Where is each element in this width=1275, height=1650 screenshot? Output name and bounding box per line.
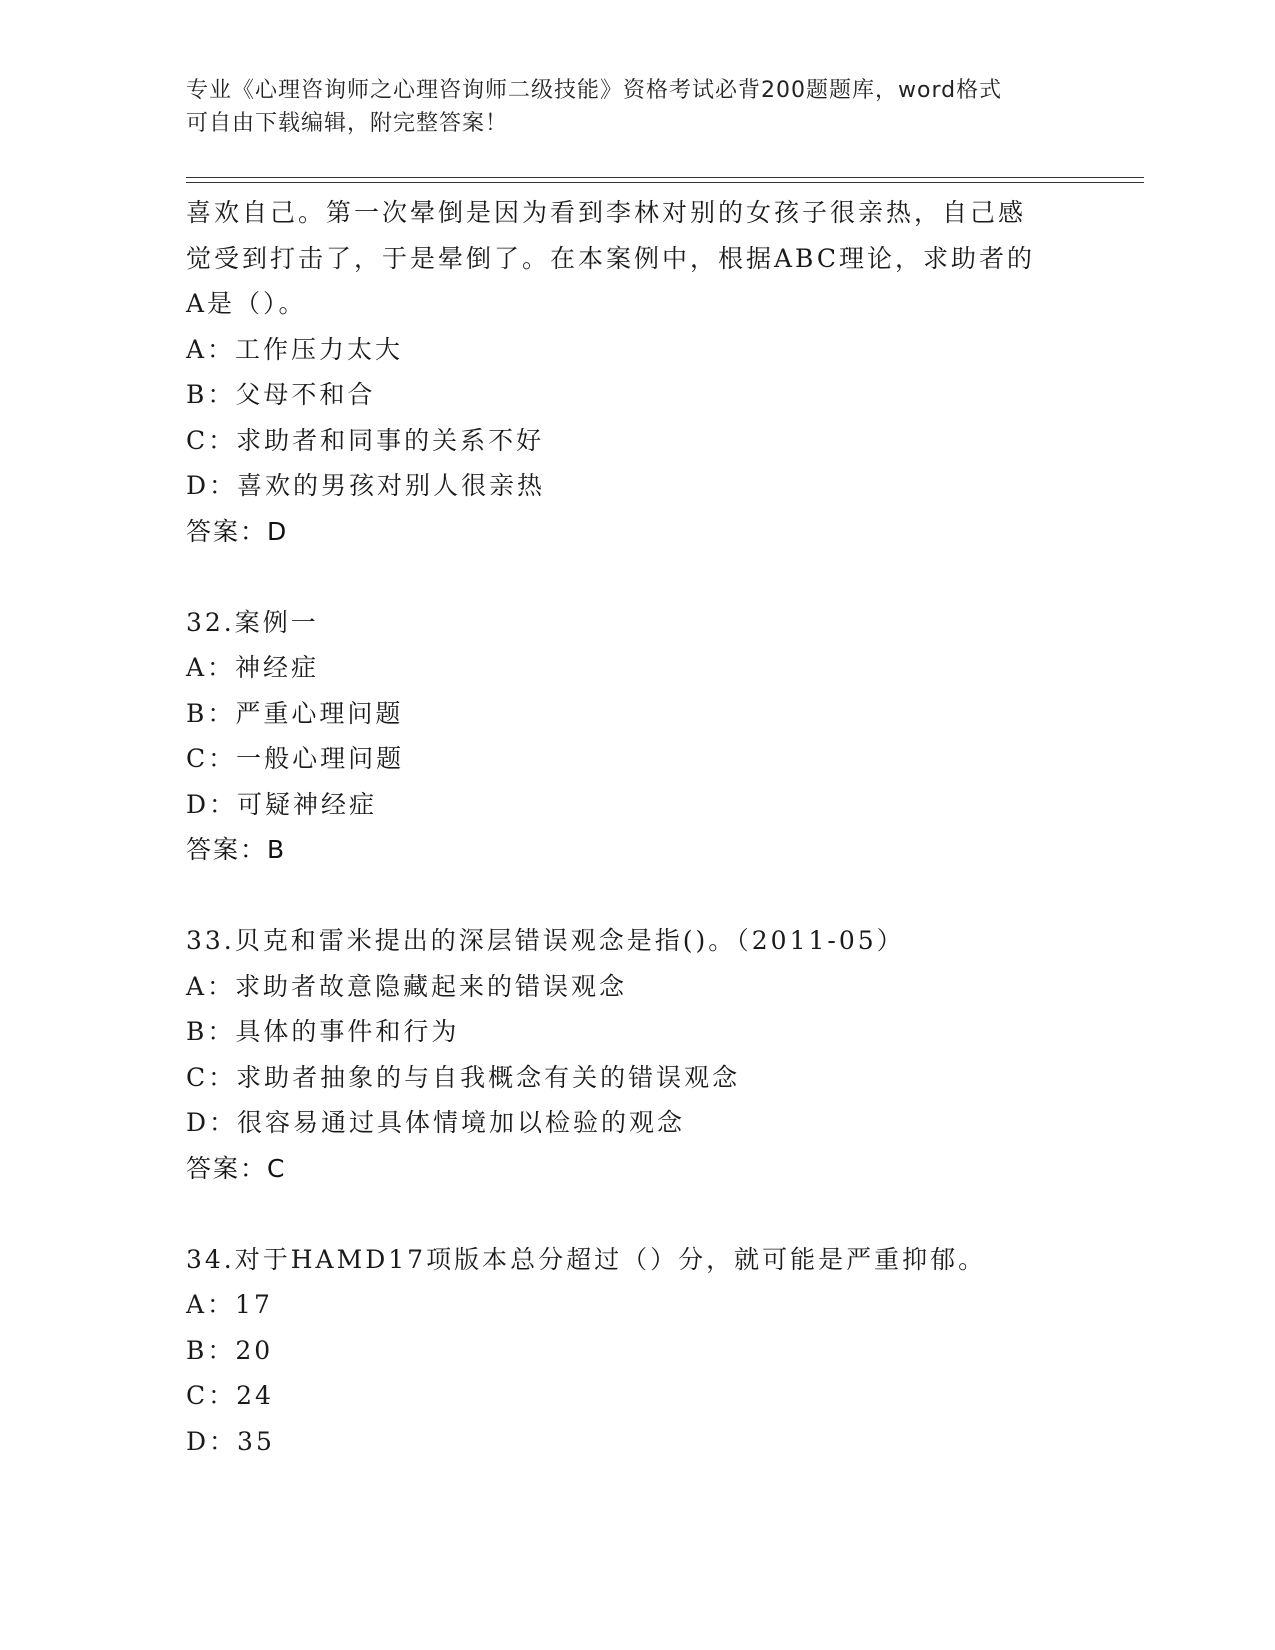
- header-divider-top: [186, 177, 1144, 178]
- spacer: [186, 1191, 1086, 1237]
- option-c: C：求助者抽象的与自我概念有关的错误观念: [186, 1062, 741, 1092]
- option-d: D：35: [186, 1426, 275, 1456]
- option-a: A：神经症: [186, 653, 320, 682]
- option-a: A：求助者故意隐藏起来的错误观念: [186, 971, 628, 1001]
- question-stem-line: 喜欢自己。第一次晕倒是因为看到李林对别的女孩子很亲热，自己感: [186, 198, 1027, 227]
- answer-line: 答案：B: [186, 835, 287, 864]
- question-33: [186, 918, 1086, 1191]
- header-divider-bottom: [186, 182, 1144, 183]
- option-d: D：很容易通过具体情境加以检验的观念: [186, 1108, 686, 1137]
- option-b: B：父母不和合: [186, 380, 376, 409]
- question-stem-line: A是（）。: [186, 289, 307, 318]
- option-d: D：喜欢的男孩对别人很亲热: [186, 471, 546, 500]
- spacer: [186, 554, 1086, 600]
- option-c: C：24: [186, 1381, 274, 1410]
- header-line-1: 专业《心理咨询师之心理咨询师二级技能》资格考试必背200题题库，word格式: [186, 78, 1003, 103]
- question-stem: 32.案例一: [186, 607, 319, 637]
- option-d: D：可疑神经症: [186, 789, 378, 819]
- question-stem-line: 觉受到打击了，于是晕倒了。在本案例中，根据ABC理论，求助者的: [186, 243, 1036, 273]
- question-31-continuation: [186, 190, 1086, 554]
- spacer: [186, 873, 1086, 919]
- option-c: C：求助者和同事的关系不好: [186, 425, 545, 455]
- question-content: [186, 190, 1086, 1464]
- option-b: B：20: [186, 1335, 274, 1365]
- option-c: C：一般心理问题: [186, 744, 405, 773]
- answer-line: 答案：C: [186, 1153, 287, 1183]
- header-line-2: 可自由下载编辑，附完整答案！: [186, 111, 509, 136]
- option-b: B：具体的事件和行为: [186, 1017, 460, 1046]
- document-header: [186, 74, 1086, 140]
- question-stem: 33.贝克和雷米提出的深层错误观念是指()。（2011-05）: [186, 926, 905, 955]
- question-stem: 34.对于HAMD17项版本总分超过（）分，就可能是严重抑郁。: [186, 1244, 987, 1274]
- question-34: [186, 1237, 1086, 1465]
- option-a: A：工作压力太大: [186, 334, 404, 364]
- option-a: A：17: [186, 1290, 273, 1319]
- answer-line: 答案：D: [186, 516, 289, 546]
- option-b: B：严重心理问题: [186, 698, 404, 728]
- question-32: [186, 600, 1086, 873]
